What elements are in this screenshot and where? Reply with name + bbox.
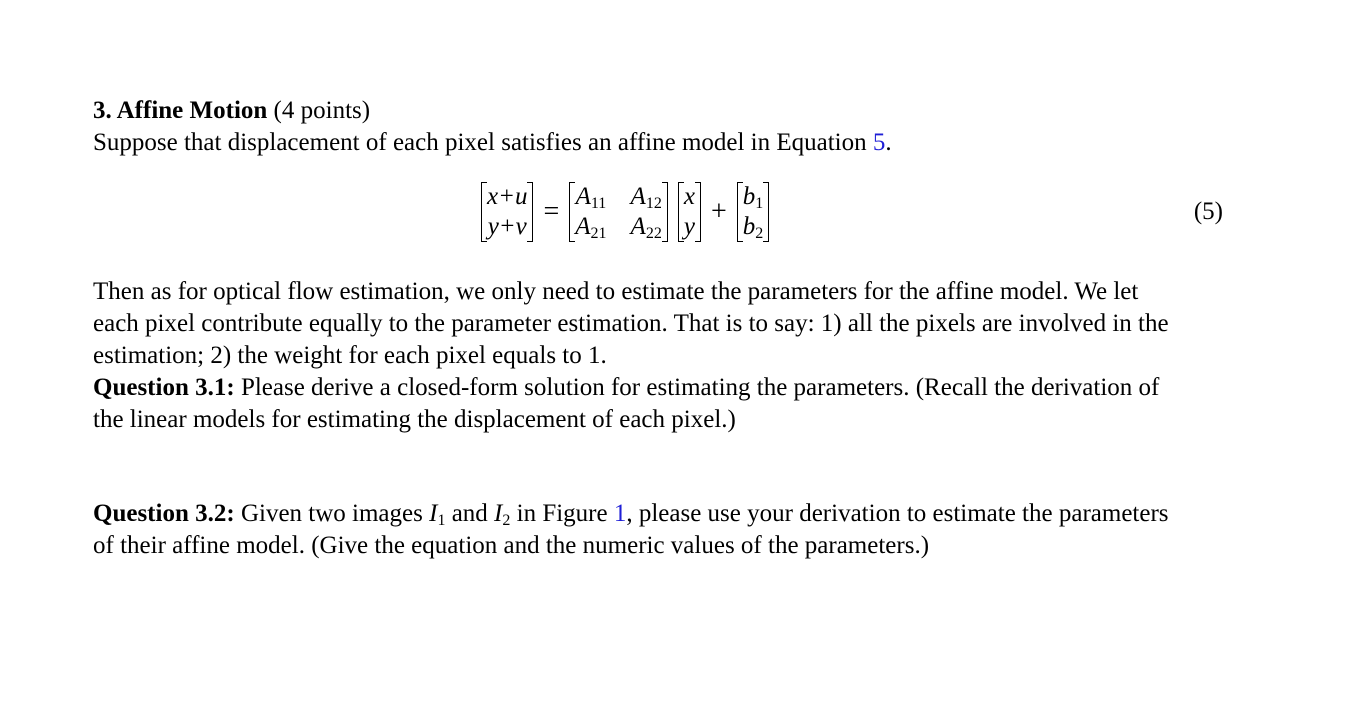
question-3-2-label: Question 3.2: bbox=[93, 500, 235, 527]
question-3-1-line-2: the linear models for estimating the displacement of each pixel.) bbox=[93, 406, 736, 433]
xy-vector bbox=[678, 180, 701, 244]
b-row-1: $b_1$ bbox=[742, 183, 764, 212]
paragraph-line-3: estimation; 2) the weight for each pixel equals to 1. bbox=[93, 342, 607, 369]
xy-row-1: x bbox=[683, 183, 695, 210]
question-3-2-line-1 bbox=[93, 498, 1223, 530]
question-3-1-label: Question 3.1: bbox=[93, 374, 235, 401]
equation-body bbox=[481, 172, 769, 252]
plus-sign: + bbox=[710, 196, 727, 227]
matrix-a bbox=[569, 180, 668, 244]
equals-sign: = bbox=[543, 196, 560, 227]
question-3-2-and: and bbox=[451, 500, 488, 527]
question-3-2-line-2: of their affine model. (Give the equation and the numeric values of the parameters.) bbox=[93, 532, 930, 559]
section-points: (4 points) bbox=[273, 97, 371, 124]
xy-row-2: y bbox=[683, 213, 695, 240]
b-row-2: $b_2$ bbox=[742, 213, 764, 242]
paragraph-line-1: Then as for optical flow estimation, we only need to estimate the parameters for the affine model. We let bbox=[93, 278, 1139, 305]
paragraph-line-2: each pixel contribute equally to the parameter estimation. That is to say: 1) all the pixels are involved in the bbox=[93, 310, 1169, 337]
equation-reference-link[interactable]: 5 bbox=[872, 129, 886, 156]
question-3-2-pre: Given two images bbox=[240, 500, 423, 527]
section-title: 3. Affine Motion bbox=[93, 97, 268, 124]
figure-reference-link[interactable]: 1 bbox=[613, 500, 627, 527]
section-heading bbox=[93, 95, 1223, 127]
intro-period: . bbox=[885, 129, 892, 156]
question-3-2-in-figure: in Figure bbox=[516, 500, 608, 527]
question-3-1-line-1 bbox=[93, 372, 1223, 404]
matrix-a-11: $A_{11}$ bbox=[575, 183, 607, 212]
lhs-row-1: x+u bbox=[487, 183, 528, 210]
intro-sentence bbox=[93, 127, 1223, 159]
matrix-a-22: $A_{22}$ bbox=[630, 213, 662, 242]
matrix-a-12: $A_{12}$ bbox=[630, 183, 662, 212]
equation-number: (5) bbox=[1193, 198, 1223, 225]
equation-5 bbox=[93, 172, 1223, 252]
matrix-a-21: $A_{21}$ bbox=[575, 213, 607, 242]
lhs-row-2: y+v bbox=[487, 213, 527, 240]
question-3-1-text: Please derive a closed-form solution for estimating the parameters. (Recall the derivation of bbox=[240, 374, 1160, 401]
document bbox=[93, 95, 1223, 562]
image-i1: $I_1$ bbox=[429, 500, 446, 529]
vertical-gap bbox=[93, 436, 1223, 498]
intro-text: Suppose that displacement of each pixel satisfies an affine model in Equation bbox=[93, 129, 867, 156]
image-i2: $I_2$ bbox=[494, 500, 511, 529]
b-vector bbox=[737, 180, 770, 244]
question-3-2-post: , please use your derivation to estimate the parameters bbox=[626, 500, 1169, 527]
lhs-vector bbox=[481, 180, 533, 244]
